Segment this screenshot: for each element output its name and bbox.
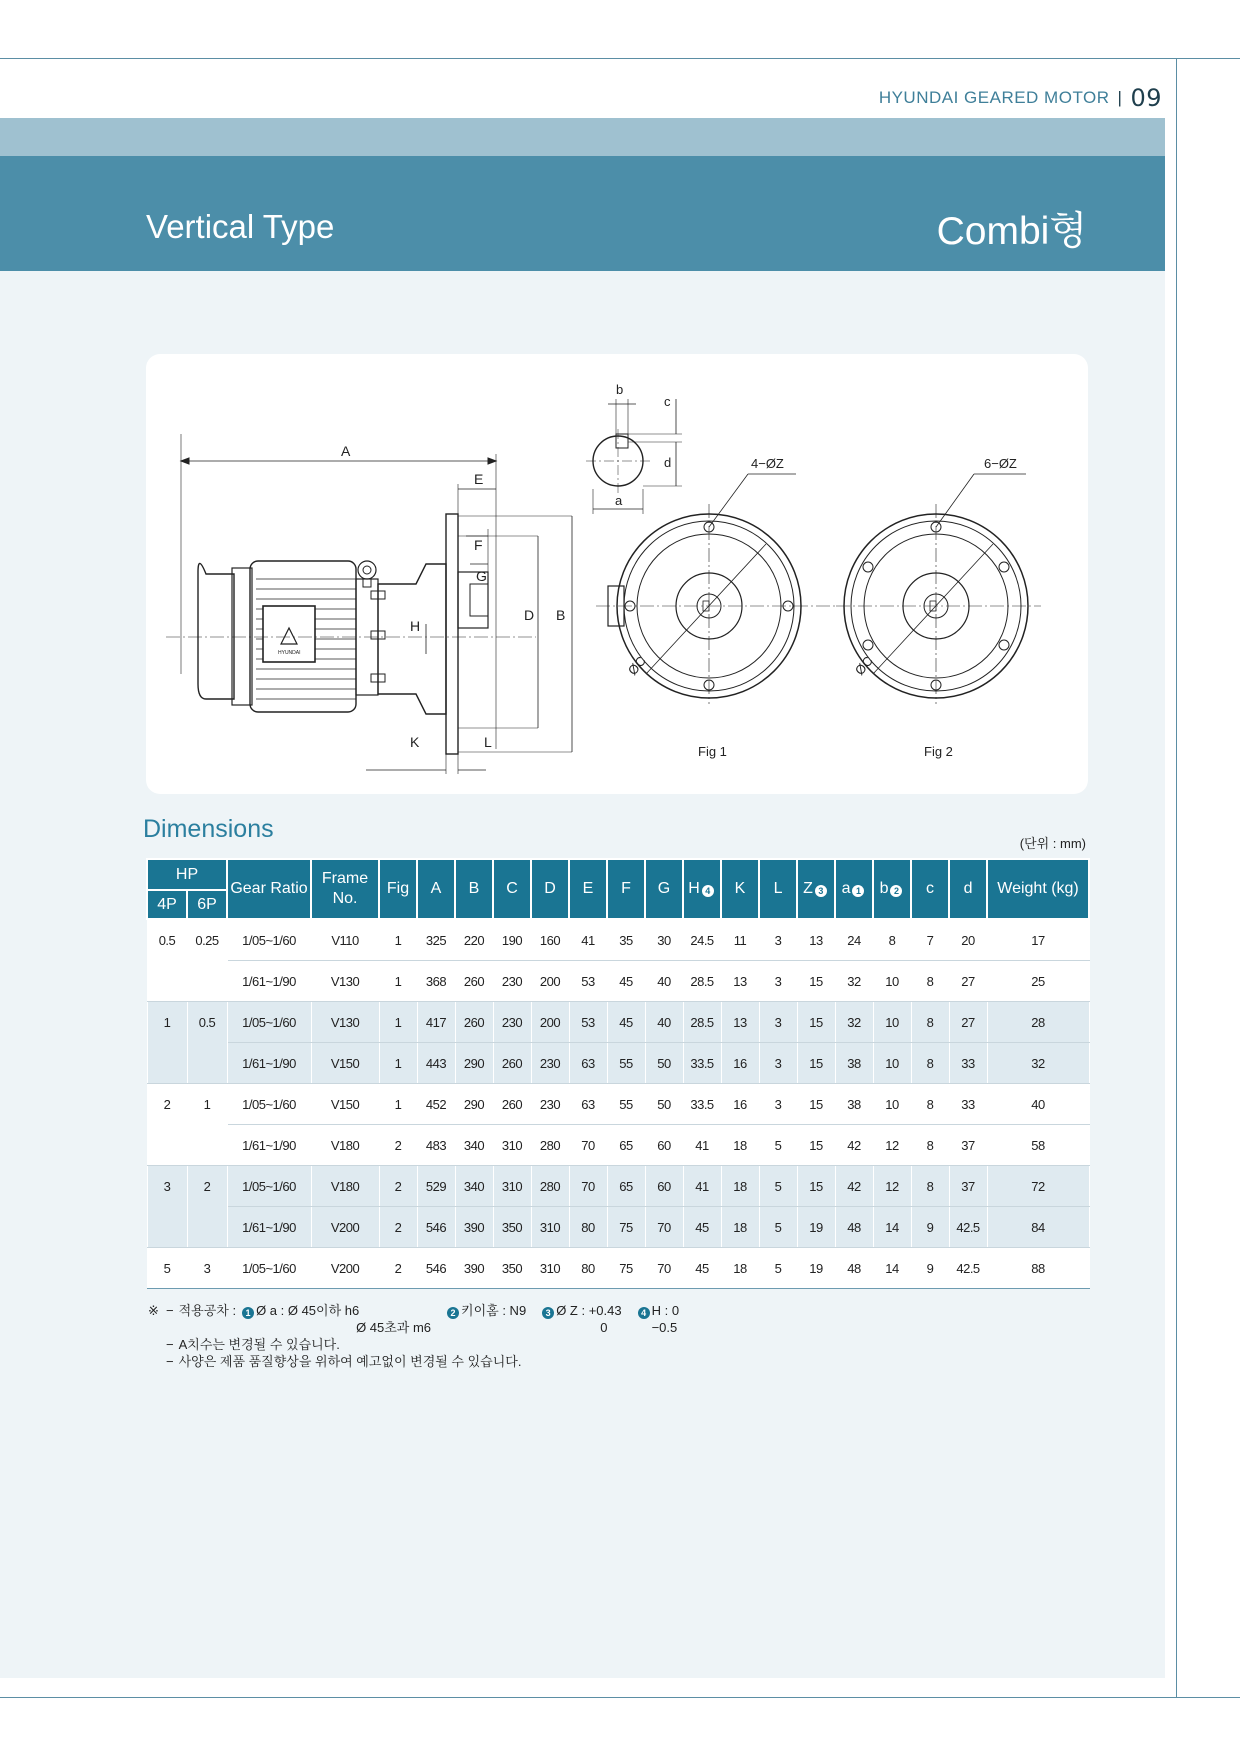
- mark-4: 4: [702, 885, 714, 897]
- mark-1: 1: [242, 1307, 254, 1319]
- col-a: a 1: [835, 859, 873, 919]
- running-header: [879, 84, 1162, 112]
- shaft-key-detail: [586, 382, 682, 514]
- tolerance-note: ※ − 적용공차 : 1 Ø a : Ø 45이하 h6 Ø 45초과 m6 2 키이홈 : N9 3 Ø Z : +0.43 0 4 H : 0 −0.5: [148, 1303, 680, 1335]
- col-D: D: [531, 859, 569, 919]
- header-separator: |: [1117, 88, 1123, 107]
- table-row: 1/61~1/90 V150 1 443 290 260 230 63 55 50 33.5 16 3 15 38 10 8 33 32: [147, 1043, 1089, 1084]
- table-row: 1 0.5 1/05~1/60 V130 1 417 260 230 200 53 45 40 28.5 13 3 15 32 10 8 27 28: [147, 1002, 1089, 1043]
- note-line-3: − 사양은 제품 품질향상을 위하여 예고없이 변경될 수 있습니다.: [166, 1354, 522, 1369]
- top-rule: [0, 58, 1240, 59]
- col-B: B: [455, 859, 493, 919]
- col-C: C: [493, 859, 531, 919]
- col-gear-ratio: Gear Ratio: [227, 859, 311, 919]
- mark-2: 2: [890, 885, 902, 897]
- svg-text:4−ØZ: 4−ØZ: [751, 456, 784, 471]
- bottom-rule: [0, 1697, 1240, 1698]
- mark-3: 3: [542, 1307, 554, 1319]
- fig1-caption: Fig 1: [698, 744, 727, 759]
- table-row: 1/61~1/90 V200 2 546 390 350 310 80 75 70 45 18 5 19 48 14 9 42.5 84: [147, 1207, 1089, 1248]
- section-title: Vertical Type: [146, 208, 335, 245]
- svg-text:A: A: [341, 443, 351, 459]
- col-G: G: [645, 859, 683, 919]
- svg-text:b: b: [616, 382, 624, 397]
- technical-drawing: [146, 354, 1088, 794]
- note-line-2: − A치수는 변경될 수 있습니다.: [166, 1337, 340, 1352]
- flange-fig1: [596, 456, 836, 759]
- svg-text:H: H: [410, 618, 421, 634]
- product-title: Combi형: [936, 210, 1087, 253]
- svg-text:6−ØZ: 6−ØZ: [984, 456, 1017, 471]
- col-weight: Weight (kg): [987, 859, 1089, 919]
- col-Z: Z 3: [797, 859, 835, 919]
- flange-fig2: [836, 456, 1041, 759]
- col-H: H 4: [683, 859, 721, 919]
- svg-text:F: F: [474, 537, 483, 553]
- dimensions-title: Dimensions: [143, 815, 274, 843]
- col-E: E: [569, 859, 607, 919]
- col-L: L: [759, 859, 797, 919]
- mark-3: 3: [815, 885, 827, 897]
- page-number: 09: [1130, 84, 1162, 112]
- col-K: K: [721, 859, 759, 919]
- brand-name: HYUNDAI GEARED MOTOR: [878, 88, 1110, 107]
- col-hp: HP: [147, 859, 227, 890]
- svg-text:E: E: [474, 471, 484, 487]
- unit-label: (단위 : mm): [1019, 836, 1086, 851]
- col-F: F: [607, 859, 645, 919]
- svg-text:K: K: [410, 734, 420, 750]
- mark-4: 4: [638, 1307, 650, 1319]
- motor-side-view: [166, 434, 572, 774]
- title-band-light: [0, 118, 1165, 156]
- svg-text:d: d: [664, 455, 672, 470]
- svg-text:D: D: [524, 607, 535, 623]
- col-d: d: [949, 859, 987, 919]
- table-row: 0.5 0.25 1/05~1/60 V110 1 325 220 190 160 41 35 30 24.5 11 3 13 24 8 7 20 17: [147, 919, 1089, 961]
- table-row: 1/61~1/90 V130 1 368 260 230 200 53 45 40 28.5 13 3 15 32 10 8 27 25: [147, 961, 1089, 1002]
- col-c: c: [911, 859, 949, 919]
- col-frame-no: Frame No.: [311, 859, 379, 919]
- col-b: b 2: [873, 859, 911, 919]
- footnotes: [148, 1302, 679, 1370]
- drawing-card: [146, 354, 1088, 794]
- table-row: 2 1 1/05~1/60 V150 1 452 290 260 230 63 55 50 33.5 16 3 15 38 10 8 33 40: [147, 1084, 1089, 1125]
- table-row: 5 3 1/05~1/60 V200 2 546 390 350 310 80 75 70 45 18 5 19 48 14 9 42.5 88: [147, 1248, 1089, 1289]
- col-A: A: [417, 859, 455, 919]
- dimensions-table: [146, 858, 1090, 1289]
- col-4p: 4P: [147, 890, 187, 919]
- svg-text:c: c: [664, 394, 671, 409]
- col-6p: 6P: [187, 890, 227, 919]
- svg-text:ØC: ØC: [624, 653, 649, 678]
- mark-1: 1: [852, 885, 864, 897]
- mark-2: 2: [447, 1307, 459, 1319]
- table-row: 1/61~1/90 V180 2 483 340 310 280 70 65 60 41 18 5 15 42 12 8 37 58: [147, 1125, 1089, 1166]
- col-fig: Fig: [379, 859, 417, 919]
- table-row: 3 2 1/05~1/60 V180 2 529 340 310 280 70 65 60 41 18 5 15 42 12 8 37 72: [147, 1166, 1089, 1207]
- svg-text:G: G: [476, 568, 487, 584]
- svg-text:HYUNDAI: HYUNDAI: [278, 650, 301, 656]
- fig2-caption: Fig 2: [924, 744, 953, 759]
- right-rule: [1176, 58, 1177, 1698]
- svg-text:ØC: ØC: [851, 653, 876, 678]
- svg-text:a: a: [615, 493, 623, 508]
- svg-text:B: B: [556, 607, 566, 623]
- svg-text:L: L: [484, 734, 492, 750]
